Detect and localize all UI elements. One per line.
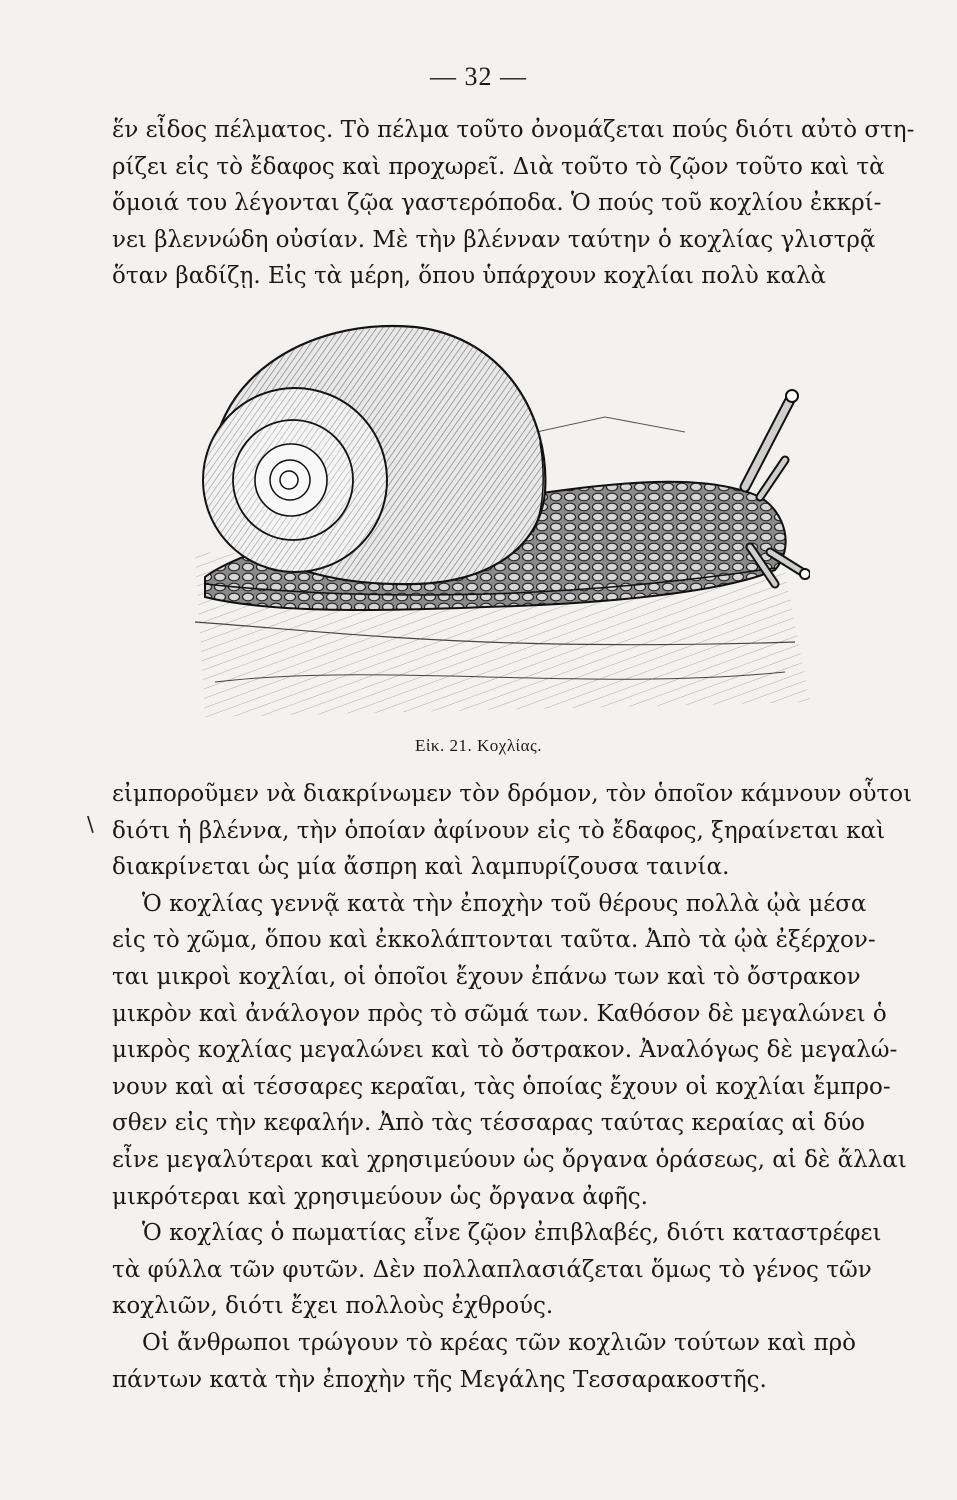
text-line: τὰ φύλλα τῶν φυτῶν. Δὲν πολλαπλασιάζεται ὅμως τὸ γένος τῶν [112,1256,872,1283]
text-line: ρίζει εἰς τὸ ἔδαφος καὶ προχωρεῖ. Διὰ τοῦτο τὸ ζῷον τοῦτο καὶ τὰ [112,153,885,180]
margin-mark: \ [87,812,94,836]
paragraph [112,1215,897,1325]
text-line: πάντων κατὰ τὴν ἐποχὴν τῆς Μεγάλης Τεσσαρακοστῆς. [112,1366,767,1393]
paragraph [112,1325,897,1398]
text-line: μικρὸς κοχλίας μεγαλώνει καὶ τὸ ὄστρακον. Ἀναλόγως δὲ μεγαλώ- [112,1037,898,1064]
text-line: εἶνε μεγαλύτεραι καὶ χρησιμεύουν ὡς ὄργανα ὁράσεως, αἱ δὲ ἄλλαι [112,1146,907,1173]
text-line: διότι ἡ βλέννα, τὴν ὁποίαν ἀφίνουν εἰς τὸ ἔδαφος, ξηραίνεται καὶ [112,817,886,844]
text-line: σθεν εἰς τὴν κεφαλήν. Ἀπὸ τὰς τέσσαρας ταύτας κεραίας αἱ δύο [112,1110,866,1137]
text-line: ὅταν βαδίζῃ. Εἰς τὰ μέρη, ὅπου ὑπάρχουν κοχλίαι πολὺ καλὰ [112,263,827,290]
text-line: μικρὸν καὶ ἀνάλογον πρὸς τὸ σῶμά των. Καθόσον δὲ μεγαλώνει ὁ [112,1000,887,1027]
text-line: εἰμποροῦμεν νὰ διακρίνωμεν τὸν δρόμον, τὸν ὁποῖον κάμνουν οὗτοι [112,781,913,807]
text-line: εἰς τὸ χῶμα, ὅπου καὶ ἐκκολάπτονται ταῦτα. Ἀπὸ τὰ ᾠὰ ἐξέρχον- [112,927,876,954]
text-line: νουν καὶ αἱ τέσσαρες κεραῖαι, τὰς ὁποίας ἔχουν οἱ κοχλίαι ἔμπρο- [112,1073,891,1100]
text-line: ὅμοιά του λέγονται ζῷα γαστερόποδα. Ὁ πούς τοῦ κοχλίου ἐκκρί- [112,190,882,217]
text-line: Ὁ κοχλίας ὁ πωματίας εἶνε ζῷον ἐπιβλαβές, διότι καταστρέφει [142,1220,882,1247]
top-paragraph [112,112,915,295]
snail-illustration [185,322,810,717]
page-number: — 32 — [430,62,527,91]
body-text [112,776,913,1398]
paragraph [112,886,907,1215]
text-line: ται μικροὶ κοχλίαι, οἱ ὁποῖοι ἔχουν ἐπάνω των καὶ τὸ ὄστρακον [112,963,861,990]
text-line: διακρίνεται ὡς μία ἄσπρη καὶ λαμπυρίζουσα ταινία. [112,854,730,881]
text-line: Οἱ ἄνθρωποι τρώγουν τὸ κρέας τῶν κοχλιῶν τούτων καὶ πρὸ [142,1329,857,1356]
text-line: Ὁ κοχλίας γεννᾷ κατὰ τὴν ἐποχὴν τοῦ θέρους πολλὰ ᾠὰ μέσα [142,890,867,917]
text-line: κοχλιῶν, διότι ἔχει πολλοὺς ἐχθρούς. [112,1293,554,1320]
figure-caption: Εἰκ. 21. Κοχλίας. [414,736,543,755]
text-line: μικρότεραι καὶ χρησιμεύουν ὡς ὄργανα ἀφῆς. [112,1183,648,1210]
paragraph [112,776,913,886]
text-line: ἕν εἶδος πέλματος. Τὸ πέλμα τοῦτο ὀνομάζεται πούς διότι αὐτὸ στη- [112,117,915,143]
text-line: νει βλεννώδη οὐσίαν. Μὲ τὴν βλένναν ταύτην ὁ κοχλίας γλιστρᾷ [112,226,876,253]
